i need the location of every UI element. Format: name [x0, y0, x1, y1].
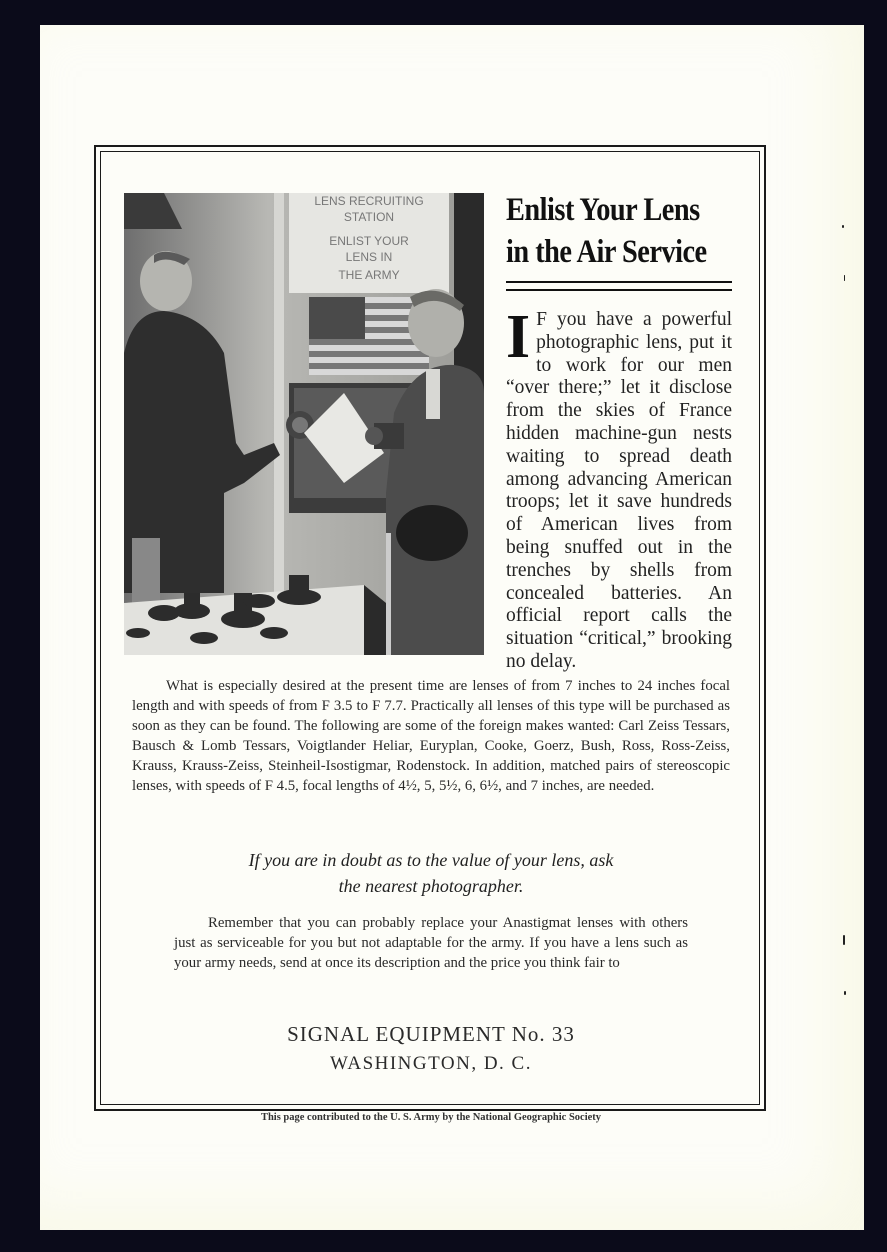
svg-text:THE ARMY: THE ARMY	[338, 268, 400, 282]
lens-requirements-paragraph: What is especially desired at the present time are lenses of from 7 inches to 24 inches focal length and with speeds of from F 3.5 to F 7.7. Practically all lenses of this type will be purchased as soon as they can be found. The following are some of the foreign makes wanted: Carl Zeiss Tessars, Bausch & Lomb Tessars, Voigtlander Heliar, Euryplan, Cooke, Goerz, Bush, Ross, Ross-Zeiss, Krauss, Krauss-Zeiss, Steinheil-Isostigmar, Rodenstock. In addition, matched pairs of stereoscopic lenses, with speeds of F 4.5, focal lengths of 4½, 5, 5½, 6, 6½, and 7 inches, are needed.	[132, 678, 730, 794]
lens-requirements-section	[132, 676, 730, 796]
svg-text:ENLIST YOUR: ENLIST YOUR	[329, 234, 409, 248]
headline-double-rule	[506, 281, 732, 291]
drop-cap: I	[506, 303, 531, 371]
scan-speck	[844, 275, 845, 281]
recruiting-station-photo	[124, 193, 484, 655]
callout-line-2: the nearest photographer.	[338, 876, 524, 896]
svg-text:STATION: STATION	[343, 210, 395, 224]
svg-text:LENS RECRUITING: LENS RECRUITING	[314, 194, 424, 208]
intro-paragraph	[506, 303, 732, 674]
instructions-paragraph: Remember that you can probably replace your Anastigmat lenses with others just as serviceable for you but not adaptable for the army. If you have a lens such as your army needs, send at once its description and the price you think fair to	[174, 915, 688, 971]
headline	[506, 189, 707, 273]
magazine-page	[40, 25, 864, 1230]
instructions-section	[174, 913, 688, 973]
headline-line-1: Enlist Your Lens	[506, 192, 700, 228]
scan-speck	[842, 225, 844, 228]
intro-text: F you have a powerful photographic lens, put it to work for our men “over there;” let it disclose from the skies of France hidden machine-gun nests waiting to spread death among advancing American troops; let it save hundreds of American lives from being snuffed out in the trenches by shells from concealed batteries. An official report calls the situation “critical,” brooking no delay.	[506, 309, 732, 672]
scan-speck	[844, 991, 846, 995]
address-line-2: WASHINGTON, D. C.	[330, 1053, 532, 1074]
scan-speck	[843, 935, 845, 945]
headline-line-2: in the Air Service	[506, 234, 707, 270]
address-line-1: SIGNAL EQUIPMENT No. 33	[287, 1022, 575, 1046]
address-block	[132, 1019, 730, 1079]
italic-callout	[132, 847, 730, 899]
callout-line-1: If you are in doubt as to the value of your lens, ask	[248, 850, 614, 870]
contribution-footnote: This page contributed to the U. S. Army by the National Geographic Society	[260, 1112, 602, 1123]
svg-text:LENS IN: LENS IN	[345, 250, 393, 264]
